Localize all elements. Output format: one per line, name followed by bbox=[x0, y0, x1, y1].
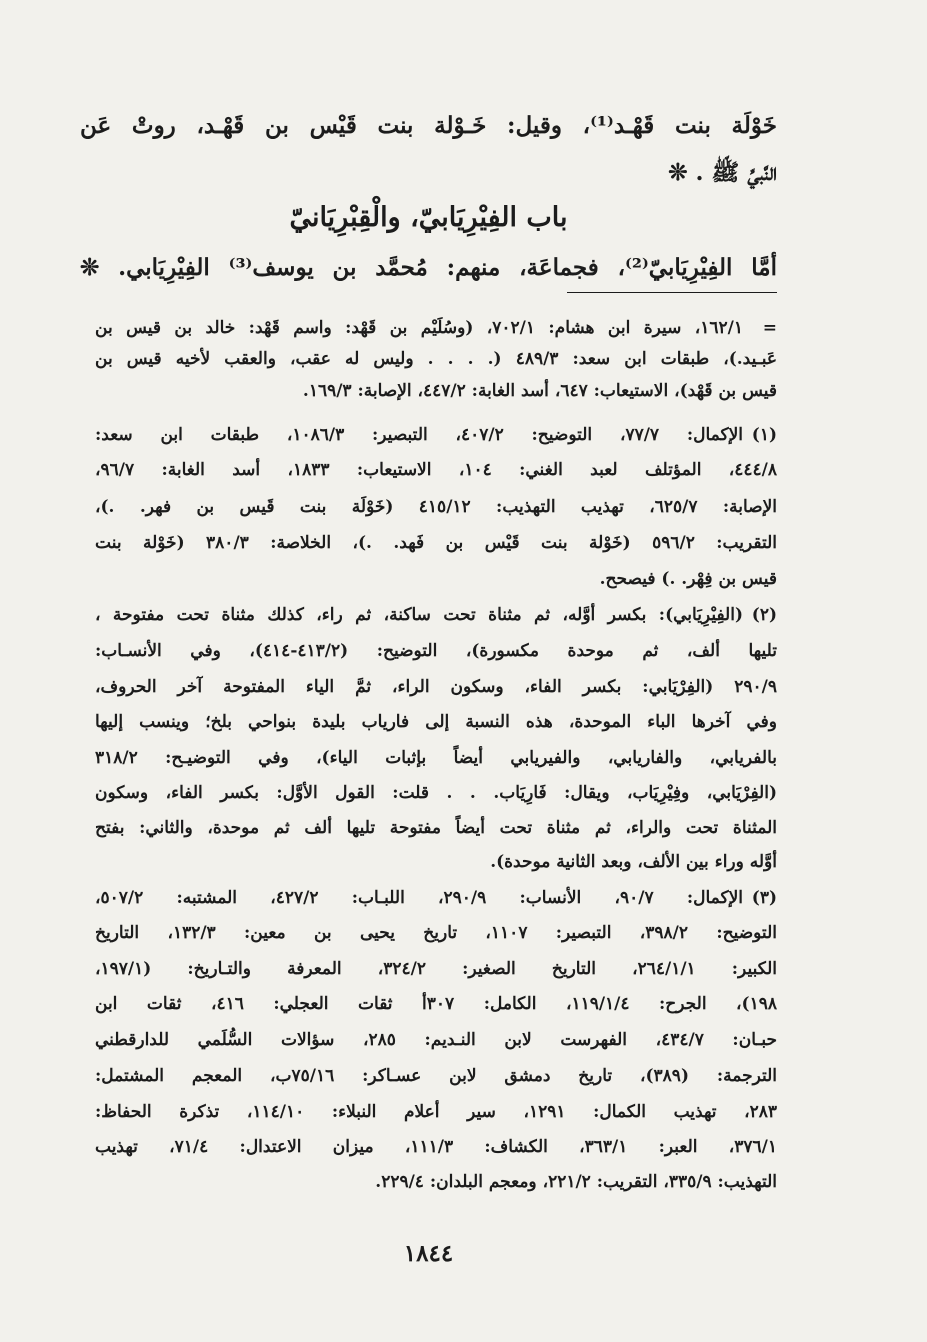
footnote-2-marker: (٢) bbox=[751, 605, 777, 625]
footnote-line: الكبير: ٢٦٤/١/١، التاريخ الصغير: ٣٢٤/٢، المعرفة والتـاريخ: (١٩٧/١، bbox=[95, 959, 777, 979]
page-number: ١٨٤٤ bbox=[403, 1240, 454, 1267]
footnote-line: (الفِرْيَابي، وفِيْرِيَاب، ويقال: فَارِيَاب. . . قلت: القول الأوَّل: بكسر الفاء، وسكون bbox=[95, 783, 777, 803]
footnote-line: ٢٨٣، تهذيب الكمال: ١٢٩١، سير أعلام النبلاء: ١١٤/١٠، تذكرة الحفاظ: bbox=[95, 1102, 777, 1122]
footnote-line: حبـان: ٤٣٤/٧، الفهرست لابن النـديم: ٢٨٥، سؤالات السُّلَمي للدارقطني bbox=[95, 1030, 777, 1050]
footnote-line: ١٩٨)، الجرح: ١١٩/١/٤، الكامل: ٣٠٧أ ثقات العجلي: ٤١٦، ثقات ابن bbox=[95, 994, 777, 1014]
footnote-line: أوَّله وراء بين الألف، وبعد الثانية موحدة). bbox=[490, 852, 777, 872]
footnote-line: قيس بن فِهْر. .) فيصحح. bbox=[599, 569, 777, 589]
footnote-1-marker: (١) bbox=[751, 425, 777, 445]
main-text-line-1: خَوْلَة بنت قَهْـد⁽¹⁾، وقيل: خَـوْلة بنت قَيْس بن قَهْـد، روتْ عَن bbox=[80, 112, 777, 139]
footnote-line: الإصابة: ٦٢٥/٧، تهذيب التهذيب: ٤١٥/١٢ (خَوْلَة بنت قَيس بن فهر. .)، bbox=[95, 497, 777, 517]
footnote-line: الترجمة: (٣٨٩)، تاريخ دمشق لابن عسـاكر: ٧٥/١٦ب، المعجم المشتمل: bbox=[95, 1066, 777, 1086]
footnote-line: التهذيب: ٣٣٥/٩، التقريب: ٢٢١/٢، ومعجم البلدان: ٢٢٩/٤. bbox=[375, 1172, 777, 1192]
footnote-separator bbox=[567, 292, 777, 293]
main-text-line-3: أمَّا الفِيْرِيَابيّ⁽²⁾، فجماعَة، منهم: مُحمَّد بن يوسف⁽³⁾ الفِيْرِيَابي. ❊ bbox=[80, 254, 777, 281]
footnote-line: ٤٤٤/٨، المؤتلف لعبد الغني: ١٠٤، الاستيعاب: ١٨٣٣، أسد الغابة: ٩٦/٧، bbox=[95, 460, 778, 480]
footnote-continuation-marker: = bbox=[762, 318, 777, 338]
footnote-line: التوضيح: ٣٩٨/٢، التبصير: ١١٠٧، تاريخ يحيى بن معين: ١٣٢/٣، التاريخ bbox=[95, 923, 777, 943]
footnote-line: الإكمال: ٧٧/٧، التوضيح: ٤٠٧/٢، التبصير: ١٠٨٦/٣، طبقات ابن سعد: bbox=[95, 425, 743, 445]
footnote-line: التقريب: ٥٩٦/٢ (خَوْلة بنت قَيْس بن فَهد. .)، الخلاصة: ٣٨٠/٣ (خَوْلة بنت bbox=[95, 533, 777, 553]
footnote-line: عَبـيد.)، طبقات ابن سعد: ٤٨٩/٣ (. . . . وليس له عقب، والعقب لأخيه قيس بن bbox=[95, 349, 777, 369]
footnote-line: ٢٩٠/٩ (الفِرْيَابي: بكسر الفاء، وسكون الراء، ثمَّ الياء المفتوحة آخر الحروف، bbox=[95, 677, 777, 697]
footnote-line: ١٦٢/١، سيرة ابن هشام: ٧٠٢/١، (وسُلَيْم بن قَهْد: واسم قَهْد: خالد بن قيس بن bbox=[95, 318, 744, 338]
footnote-line: بالفريابي، والفاريابي، والفيريابي أيضاً بإثبات الياء)، وفي التوضيـح: ٣١٨/٢ bbox=[95, 748, 777, 768]
main-text-line-2: النَّبيِّ ﷺ . ❊ bbox=[668, 159, 777, 186]
footnote-line: ٣٧٦/١، العبر: ٣٦٣/١، الكشاف: ١١١/٣، ميزان الاعتدال: ٧١/٤، تهذيب bbox=[95, 1137, 777, 1157]
footnote-3-marker: (٣) bbox=[751, 888, 777, 908]
footnote-line: قيس بن قَهْد)، الاستيعاب: ٦٤٧، أسد الغابة: ٤٤٧/٢، الإصابة: ١٦٩/٣. bbox=[302, 381, 777, 401]
footnote-line: (الفِيْرِيَابي): بكسر أوَّله، ثم مثناة تحت ساكنة، ثم راء، كذلك مثناة تحت مفتوحة ، bbox=[95, 605, 743, 625]
footnote-line: المثناة تحت والراء، ثم مثناة تحت أيضاً مفتوحة تليها ألف ثم موحدة، والثاني: بفتح bbox=[95, 818, 777, 838]
footnote-line: وفي آخرها الباء الموحدة، هذه النسبة إلى فارياب بليدة بنواحي بلخ؛ وينسب إليها bbox=[95, 712, 777, 732]
chapter-heading: باب الفِيْرِيَابيّ، والْقِبْرِيَانيّ bbox=[289, 202, 568, 233]
footnote-line: تليها ألف، ثم موحدة مكسورة)، التوضيح: (٤١٣/٢-٤١٤)، وفي الأنسـاب: bbox=[95, 641, 777, 661]
footnote-line: الإكمال: ٩٠/٧، الأنساب: ٢٩٠/٩، اللبـاب: ٤٢٧/٢، المشتبه: ٥٠٧/٢، bbox=[95, 888, 743, 908]
